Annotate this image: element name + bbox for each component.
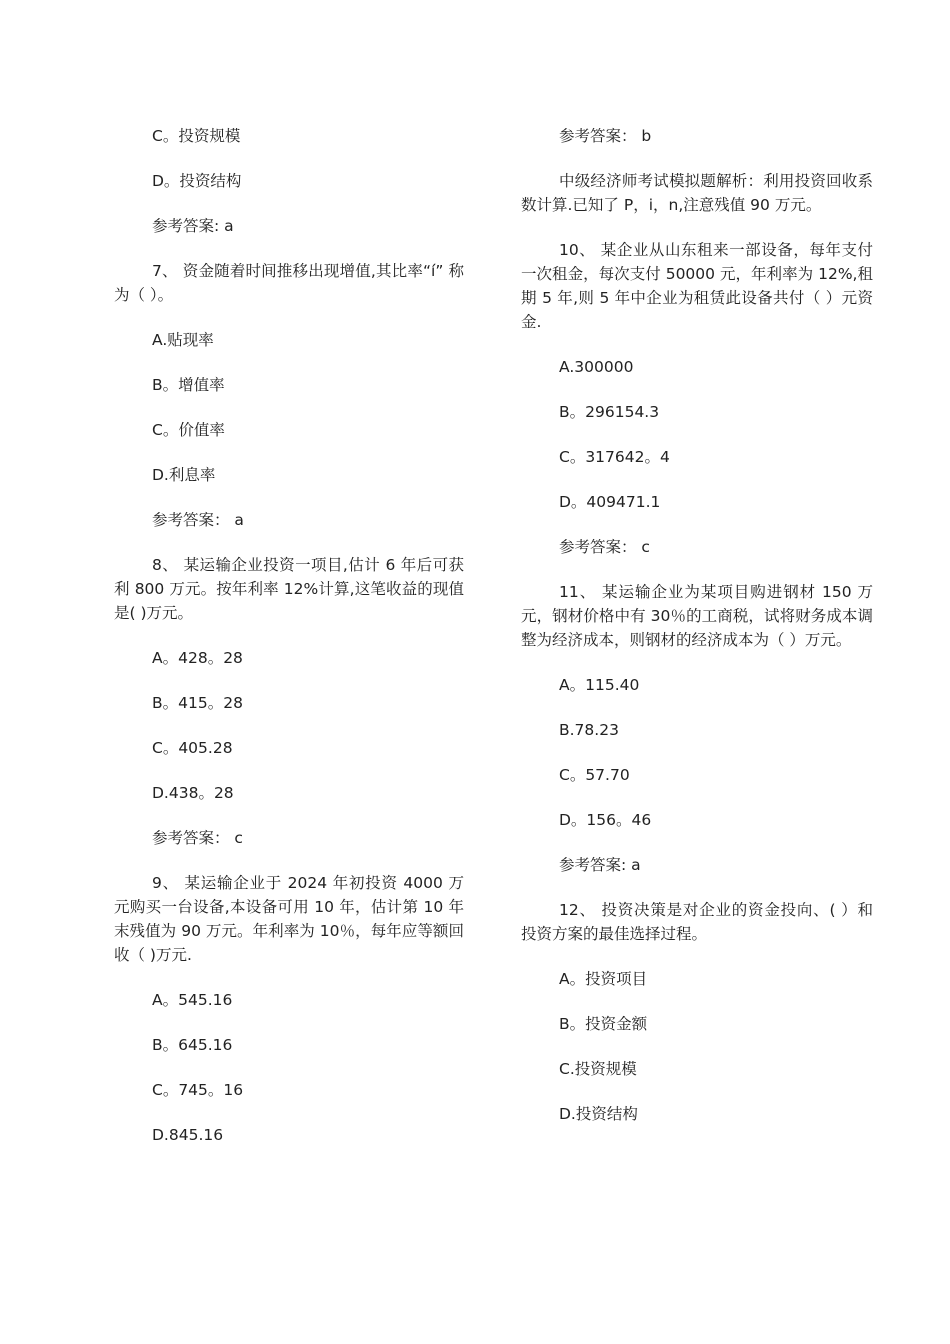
- answer-key: 参考答案： a: [152, 511, 244, 529]
- question-8: 8、 某运输企业投资一项目,估计 6 年后可获利 800 万元。按年利率 12%计算,这笔收益的现值是( )万元。: [114, 556, 464, 622]
- option-c: C。405.28: [152, 739, 233, 757]
- option-b: B。投资金额: [559, 1015, 648, 1033]
- question-10: 10、 某企业从山东租来一部设备，每年支付一次租金，每次支付 50000 元，年利率为 12%,租期 5 年,则 5 年中企业为租赁此设备共付（ ）元资金.: [521, 241, 873, 331]
- option-c: C.投资规模: [559, 1060, 637, 1078]
- answer-key: 参考答案: a: [559, 856, 641, 874]
- option-b: B。415。28: [152, 694, 243, 712]
- explanation: 中级经济师考试模拟题解析：利用投资回收系数计算.已知了 P，i，n,注意残值 90 万元。: [521, 172, 873, 214]
- option-a: A。115.40: [559, 676, 640, 694]
- answer-key: 参考答案： c: [559, 538, 650, 556]
- option-b: B.78.23: [559, 721, 619, 739]
- option-b: B。296154.3: [559, 403, 660, 421]
- option-b: B。645.16: [152, 1036, 233, 1054]
- option-d: D.845.16: [152, 1126, 224, 1144]
- option-d: D.投资结构: [559, 1105, 638, 1123]
- option-c: C。价值率: [152, 421, 225, 439]
- answer-key: 参考答案： b: [559, 127, 652, 145]
- answer-key: 参考答案： c: [152, 829, 243, 847]
- option-a: A。428。28: [152, 649, 243, 667]
- right-column: [521, 124, 873, 1147]
- answer-key: 参考答案: a: [152, 217, 234, 235]
- question-9: 9、 某运输企业于 2024 年初投资 4000 万元购买一台设备,本设备可用 10 年，估计第 10 年末残值为 90 万元。年利率为 10％，每年应等额回收（ )万元.: [114, 874, 464, 964]
- option-d: D.438。28: [152, 784, 234, 802]
- option-a: A。545.16: [152, 991, 233, 1009]
- option-d: D。409471.1: [559, 493, 661, 511]
- option-c: C。745。16: [152, 1081, 244, 1099]
- option-b: B。增值率: [152, 376, 225, 394]
- option-c: C。57.70: [559, 766, 630, 784]
- question-7: 7、 资金随着时间推移出现增值,其比率“í” 称为（ ）。: [114, 262, 464, 304]
- option-a: A.300000: [559, 358, 634, 376]
- left-column: [114, 124, 464, 1168]
- option-d: D。156。46: [559, 811, 652, 829]
- option-c: C。投资规模: [152, 127, 241, 145]
- option-a: A。投资项目: [559, 970, 648, 988]
- option-a: A.贴现率: [152, 331, 214, 349]
- option-c: C。317642。4: [559, 448, 670, 466]
- question-11: 11、 某运输企业为某项目购进钢材 150 万元，钢材价格中有 30％的工商税，试将财务成本调整为经济成本，则钢材的经济成本为（ ）万元。: [521, 583, 873, 649]
- option-d: D.利息率: [152, 466, 216, 484]
- question-12: 12、 投资决策是对企业的资金投向、( ）和投资方案的最佳选择过程。: [521, 901, 873, 943]
- option-d: D。投资结构: [152, 172, 242, 190]
